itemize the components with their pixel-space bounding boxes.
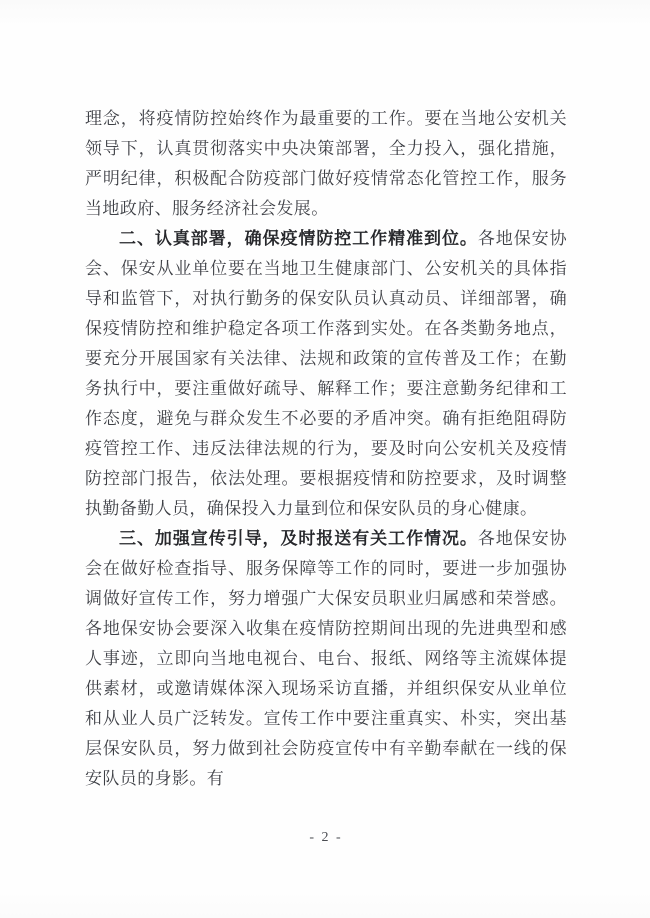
- section-2-heading: 二、认真部署，确保疫情防控工作精准到位。: [119, 229, 478, 248]
- section-3-heading: 三、加强宣传引导，及时报送有关工作情况。: [119, 529, 478, 548]
- paragraph-text: 理念，将疫情防控始终作为最重要的工作。要在当地公安机关领导下，认真贯彻落实中央决策部署，全力投入，强化措施，严明纪律，积极配合防疫部门做好疫情常态化管控工作，服务当地政府、服务经济社会发展。: [85, 109, 567, 218]
- paragraph-section-3: [85, 524, 567, 794]
- paragraph-continuation: [85, 104, 567, 224]
- paragraph-section-2: [85, 224, 567, 524]
- document-body: [85, 104, 567, 794]
- paragraph-text: 各地保安协会、保安从业单位要在当地卫生健康部门、公安机关的具体指导和监管下，对执行勤务的保安队员认真动员、详细部署，确保疫情防控和维护稳定各项工作落到实处。在各类勤务地点，要充分开展国家有关法律、法规和政策的宣传普及工作；在勤务执行中，要注重做好疏导、解释工作；要注意勤务纪律和工作态度，避免与群众发生不必要的矛盾冲突。确有拒绝阻碍防疫管控工作、违反法律法规的行为，要及时向公安机关及疫情防控部门报告，依法处理。要根据疫情和防控要求，及时调整执勤备勤人员，确保投入力量到位和保安队员的身心健康。: [85, 229, 568, 518]
- page-number: - 2 -: [309, 830, 343, 845]
- paragraph-text: 各地保安协会在做好检查指导、服务保障等工作的同时，要进一步加强协调做好宣传工作，努力增强广大保安员职业归属感和荣誉感。各地保安协会要深入收集在疫情防控期间出现的先进典型和感人事迹，立即向当地电视台、电台、报纸、网络等主流媒体提供素材，或邀请媒体深入现场采访直播，并组织保安从业单位和从业人员广泛转发。宣传工作中要注重真实、朴实，突出基层保安队员，努力做到社会防疫宣传中有辛勤奉献在一线的保安队员的身影。有: [85, 529, 568, 788]
